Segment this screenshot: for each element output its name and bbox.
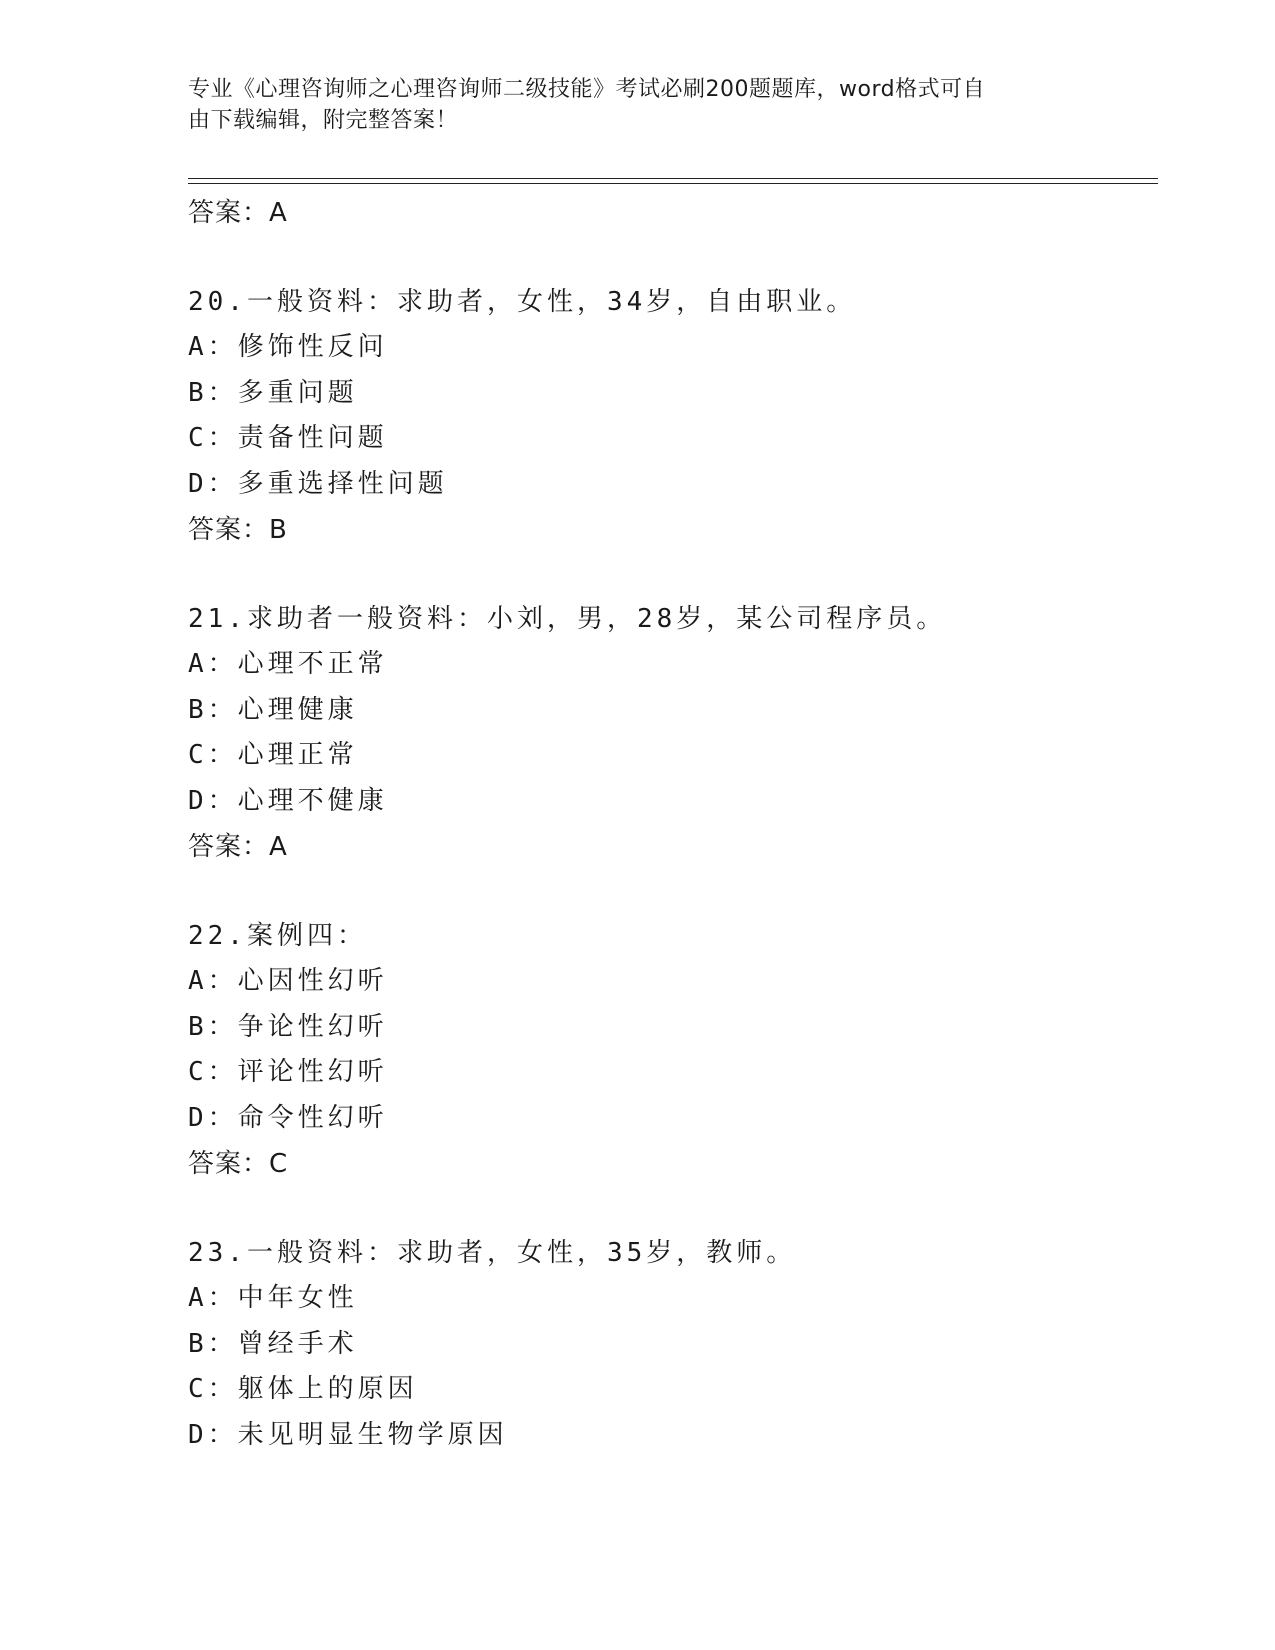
question-stem: 23.一般资料：求助者，女性，35岁，教师。 — [188, 1238, 797, 1268]
option-letter: D： — [188, 1419, 238, 1450]
option-c — [188, 416, 1138, 462]
document-header — [188, 74, 1068, 136]
option-a — [188, 642, 1138, 688]
option-d — [188, 779, 1138, 825]
header-divider-bottom — [188, 183, 1158, 184]
option-text: 未见明显生物学原因 — [237, 1419, 508, 1450]
option-letter: D： — [188, 785, 238, 816]
option-letter: C： — [188, 423, 238, 453]
option-letter: D： — [188, 1102, 238, 1133]
option-letter: A： — [188, 966, 238, 996]
option-letter: B： — [188, 1328, 238, 1359]
spacer — [188, 553, 1138, 597]
option-text: 责备性问题 — [237, 423, 388, 453]
option-c — [188, 733, 1138, 779]
option-d — [188, 1413, 1138, 1459]
option-letter: A： — [188, 332, 238, 362]
spacer — [188, 236, 1138, 280]
option-letter: C： — [188, 1374, 238, 1404]
option-text: 修饰性反问 — [237, 332, 388, 362]
option-text: 命令性幻听 — [237, 1102, 388, 1133]
option-text: 多重选择性问题 — [237, 468, 448, 499]
option-text: 躯体上的原因 — [237, 1374, 418, 1404]
question-stem: 21.求助者一般资料：小刘，男，28岁，某公司程序员。 — [188, 604, 947, 634]
option-letter: D： — [188, 468, 238, 499]
question-list — [188, 190, 1138, 1458]
answer-line: 答案：A — [188, 832, 288, 862]
spacer — [188, 1187, 1138, 1231]
option-b — [188, 1322, 1138, 1368]
option-c — [188, 1367, 1138, 1413]
option-text: 心理健康 — [237, 694, 358, 725]
option-text: 心因性幻听 — [237, 966, 388, 996]
option-letter: A： — [188, 1283, 238, 1313]
spacer — [188, 870, 1138, 914]
option-d — [188, 1096, 1138, 1142]
header-divider-top — [188, 178, 1158, 179]
option-a — [188, 959, 1138, 1005]
option-text: 多重问题 — [237, 377, 358, 408]
option-text: 曾经手术 — [237, 1328, 358, 1359]
option-b — [188, 1005, 1138, 1051]
option-letter: B： — [188, 694, 238, 725]
option-b — [188, 371, 1138, 417]
option-letter: B： — [188, 377, 238, 408]
option-b — [188, 688, 1138, 734]
answer-line: 答案：B — [188, 515, 288, 545]
option-c — [188, 1050, 1138, 1096]
question-stem: 22.案例四： — [188, 921, 367, 951]
option-a — [188, 1276, 1138, 1322]
answer-line: 答案：C — [188, 1149, 289, 1179]
question-stem: 20.一般资料：求助者，女性，34岁，自由职业。 — [188, 287, 857, 317]
header-line-2: 由下载编辑，附完整答案！ — [188, 108, 459, 133]
option-text: 争论性幻听 — [237, 1011, 388, 1042]
option-letter: A： — [188, 649, 238, 679]
option-text: 中年女性 — [237, 1283, 358, 1313]
option-text: 评论性幻听 — [237, 1057, 388, 1087]
option-d — [188, 462, 1138, 508]
option-letter: C： — [188, 1057, 238, 1087]
header-line-1: 专业《心理咨询师之心理咨询师二级技能》考试必刷200题题库，word格式可自 — [188, 77, 986, 102]
answer-line: 答案：A — [188, 198, 288, 228]
option-letter: B： — [188, 1011, 238, 1042]
option-a — [188, 325, 1138, 371]
option-letter: C： — [188, 740, 238, 770]
option-text: 心理正常 — [237, 740, 358, 770]
option-text: 心理不健康 — [237, 785, 388, 816]
option-text: 心理不正常 — [237, 649, 388, 679]
